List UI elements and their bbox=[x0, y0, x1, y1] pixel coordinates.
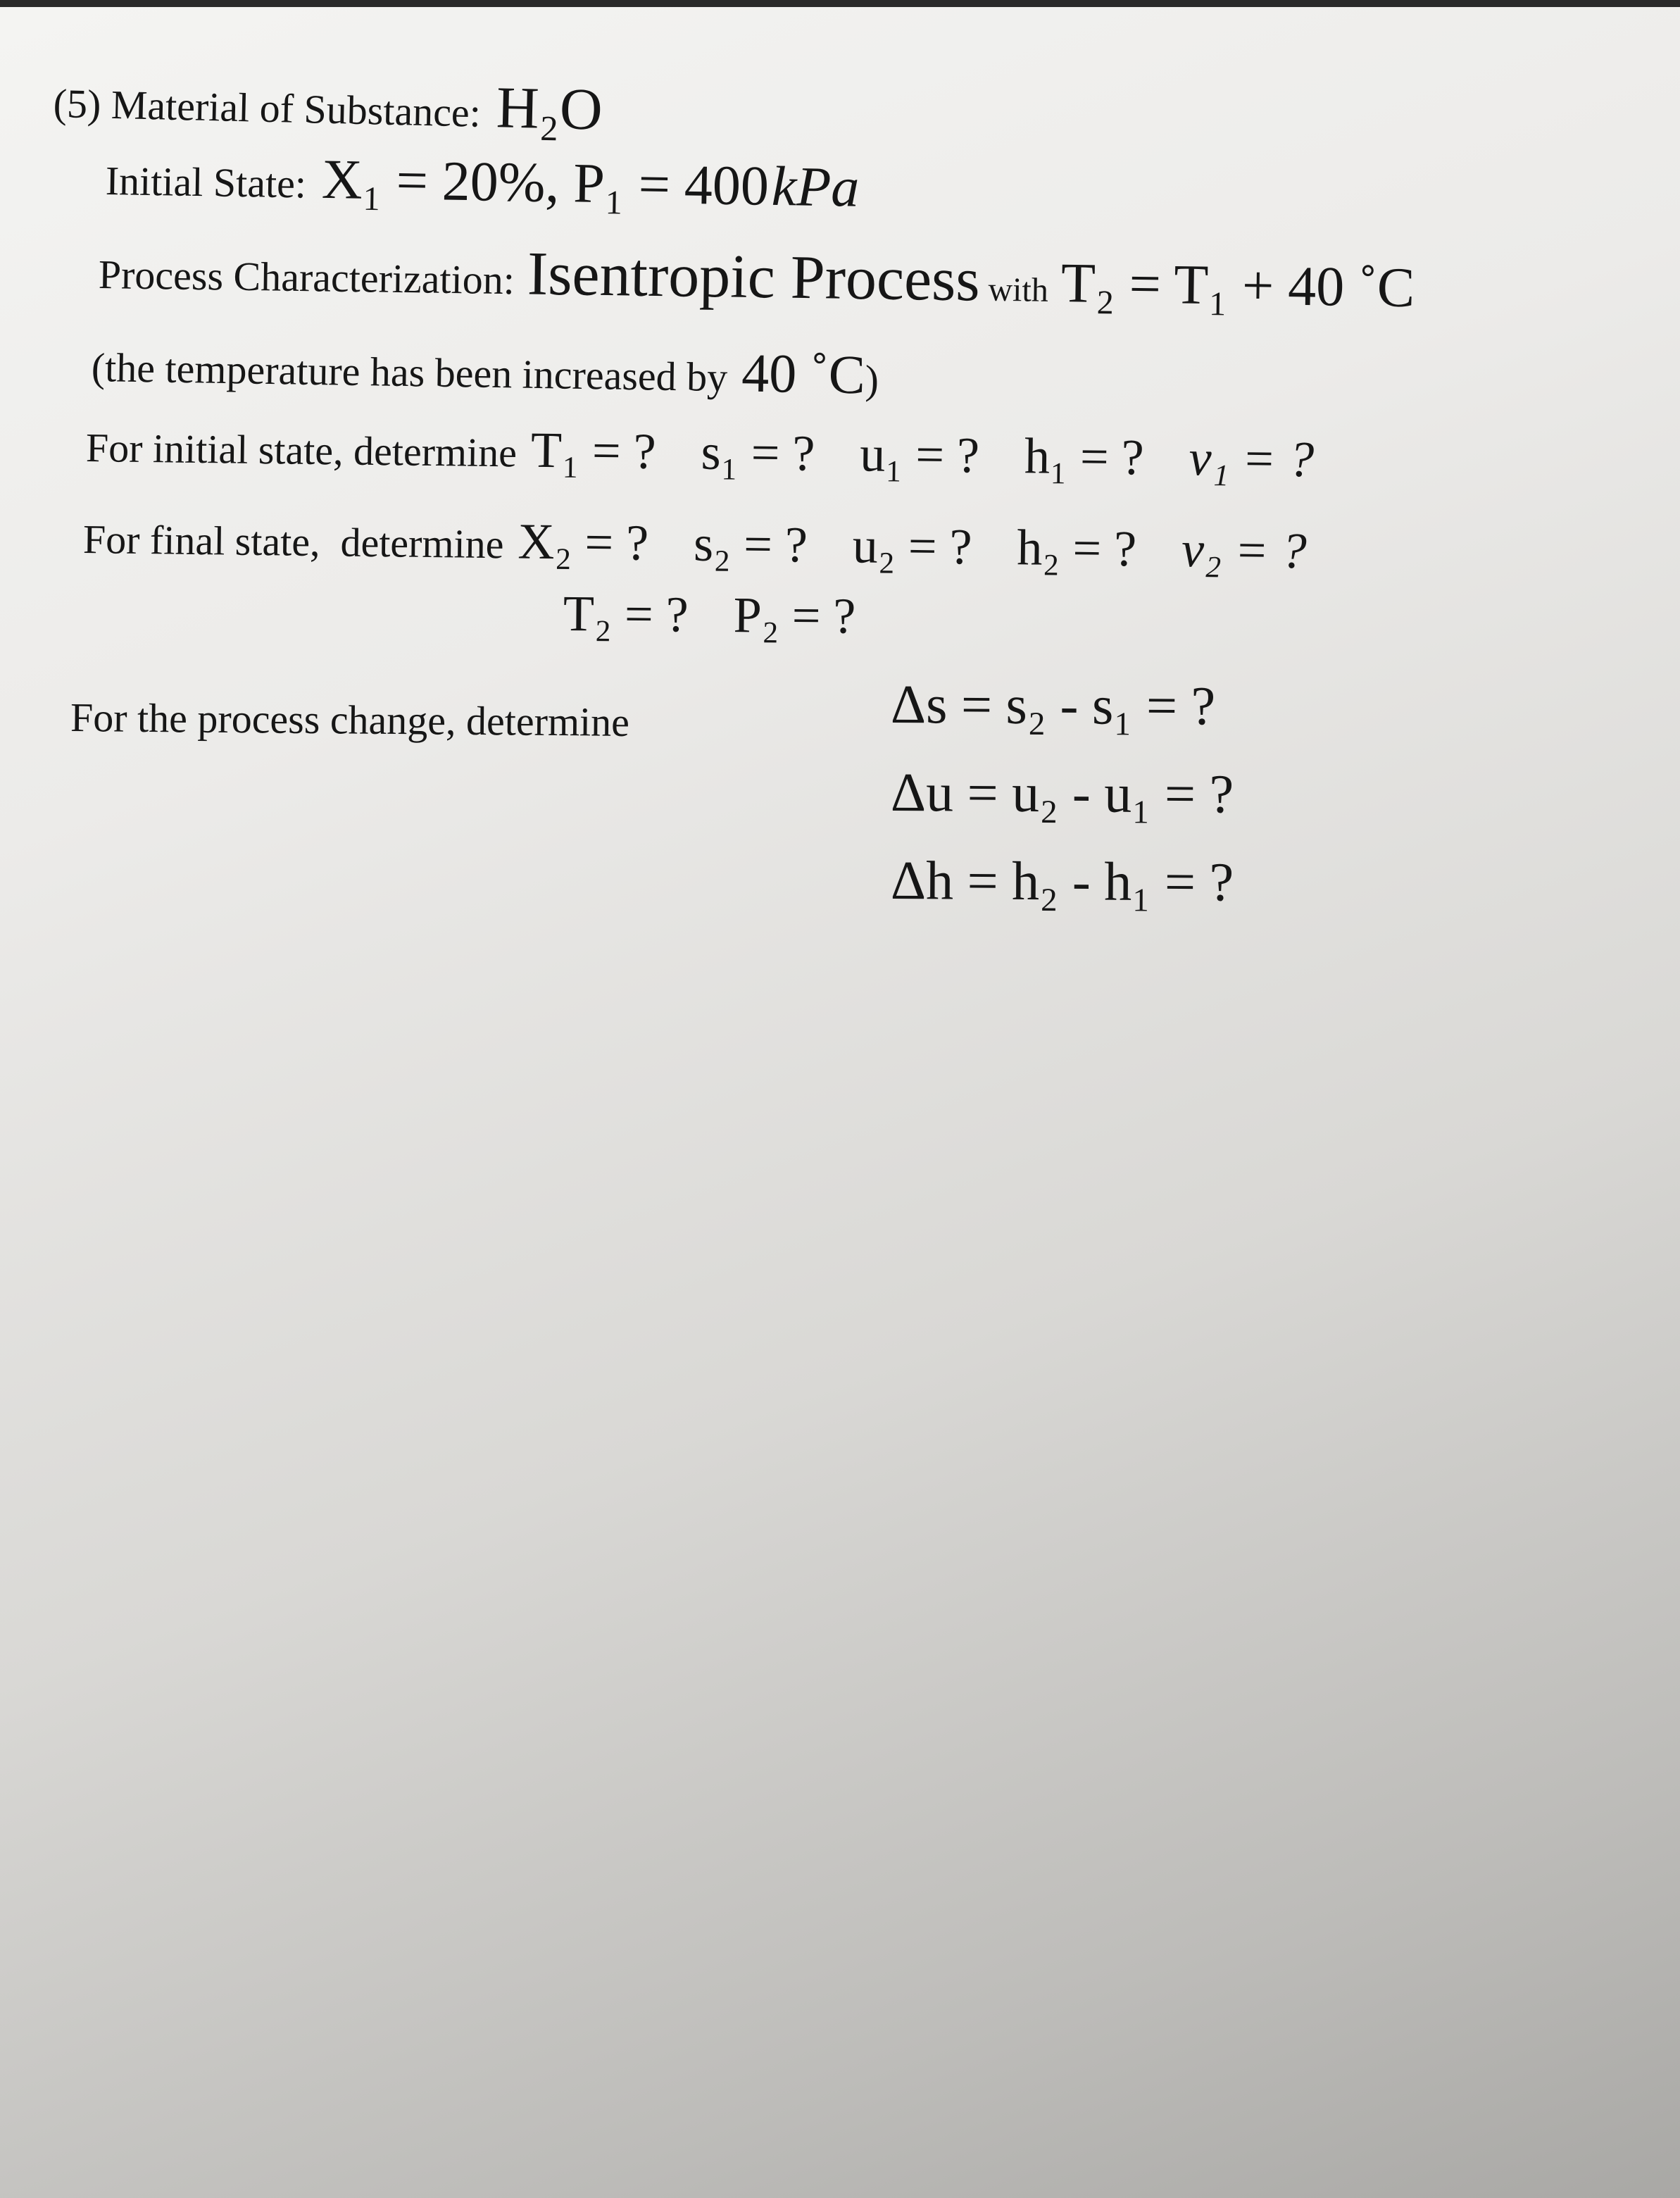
initial-determine-line bbox=[85, 416, 1314, 489]
delta-u-text: Δu = u₂ - u₁ = ? bbox=[890, 761, 1234, 825]
material-value: H₂O bbox=[495, 75, 603, 143]
initial-state-label: Initial State: bbox=[105, 158, 307, 207]
p2-query: P₂ = ? bbox=[733, 587, 856, 644]
h1-query: h₁ = ? bbox=[1024, 427, 1145, 486]
v2-query: ν₂ = ? bbox=[1181, 521, 1308, 580]
final-determine-row2 bbox=[563, 585, 856, 646]
p1-unit: kPa bbox=[771, 155, 860, 219]
final-determine-label: For final state, determine bbox=[82, 516, 504, 568]
x1-value: X₁ = 20% bbox=[321, 148, 546, 214]
delta-s-text: Δs = s₂ - s₁ = ? bbox=[890, 673, 1216, 737]
process-label: Process Characterization: bbox=[98, 251, 515, 304]
delta-s-equation bbox=[891, 673, 1216, 737]
delta-u-equation bbox=[891, 761, 1234, 826]
separator-comma: , bbox=[544, 151, 575, 215]
process-change-label: For the process change, determine bbox=[70, 694, 630, 745]
initial-state-line bbox=[105, 144, 860, 220]
u1-query: u₁ = ? bbox=[859, 425, 980, 484]
initial-determine-label: For initial state, determine bbox=[85, 425, 518, 476]
material-line bbox=[53, 63, 603, 144]
v1-query: ν₁ = ? bbox=[1189, 430, 1315, 488]
process-note-close: ) bbox=[865, 356, 879, 403]
process-note-text: (the temperature has been increased by bbox=[91, 344, 728, 401]
x2-query: X₂ = ? bbox=[518, 513, 649, 571]
material-label: (5) Material of Substance: bbox=[53, 80, 482, 136]
s2-query: s₂ = ? bbox=[693, 515, 808, 573]
process-note-line bbox=[91, 331, 879, 407]
h2-query: h₂ = ? bbox=[1016, 519, 1137, 577]
process-with: with bbox=[988, 270, 1049, 309]
delta-h-text: Δh = h₂ - h₁ = ? bbox=[890, 849, 1234, 913]
p1-value: P₁ = 400 bbox=[572, 152, 770, 218]
u2-query: u₂ = ? bbox=[852, 517, 972, 575]
delta-h-equation bbox=[891, 849, 1234, 914]
process-change-line bbox=[70, 694, 630, 746]
t1-query: T₁ = ? bbox=[530, 421, 657, 480]
process-note-value: 40 ˚C bbox=[741, 342, 866, 406]
process-line bbox=[98, 232, 1415, 322]
final-determine-line bbox=[82, 507, 1307, 580]
t2-query: T₂ = ? bbox=[563, 585, 689, 643]
process-relation: T₂ = T₁ + 40 ˚C bbox=[1060, 252, 1415, 320]
s1-query: s₁ = ? bbox=[701, 423, 815, 482]
process-name: Isentropic Process bbox=[527, 239, 981, 315]
